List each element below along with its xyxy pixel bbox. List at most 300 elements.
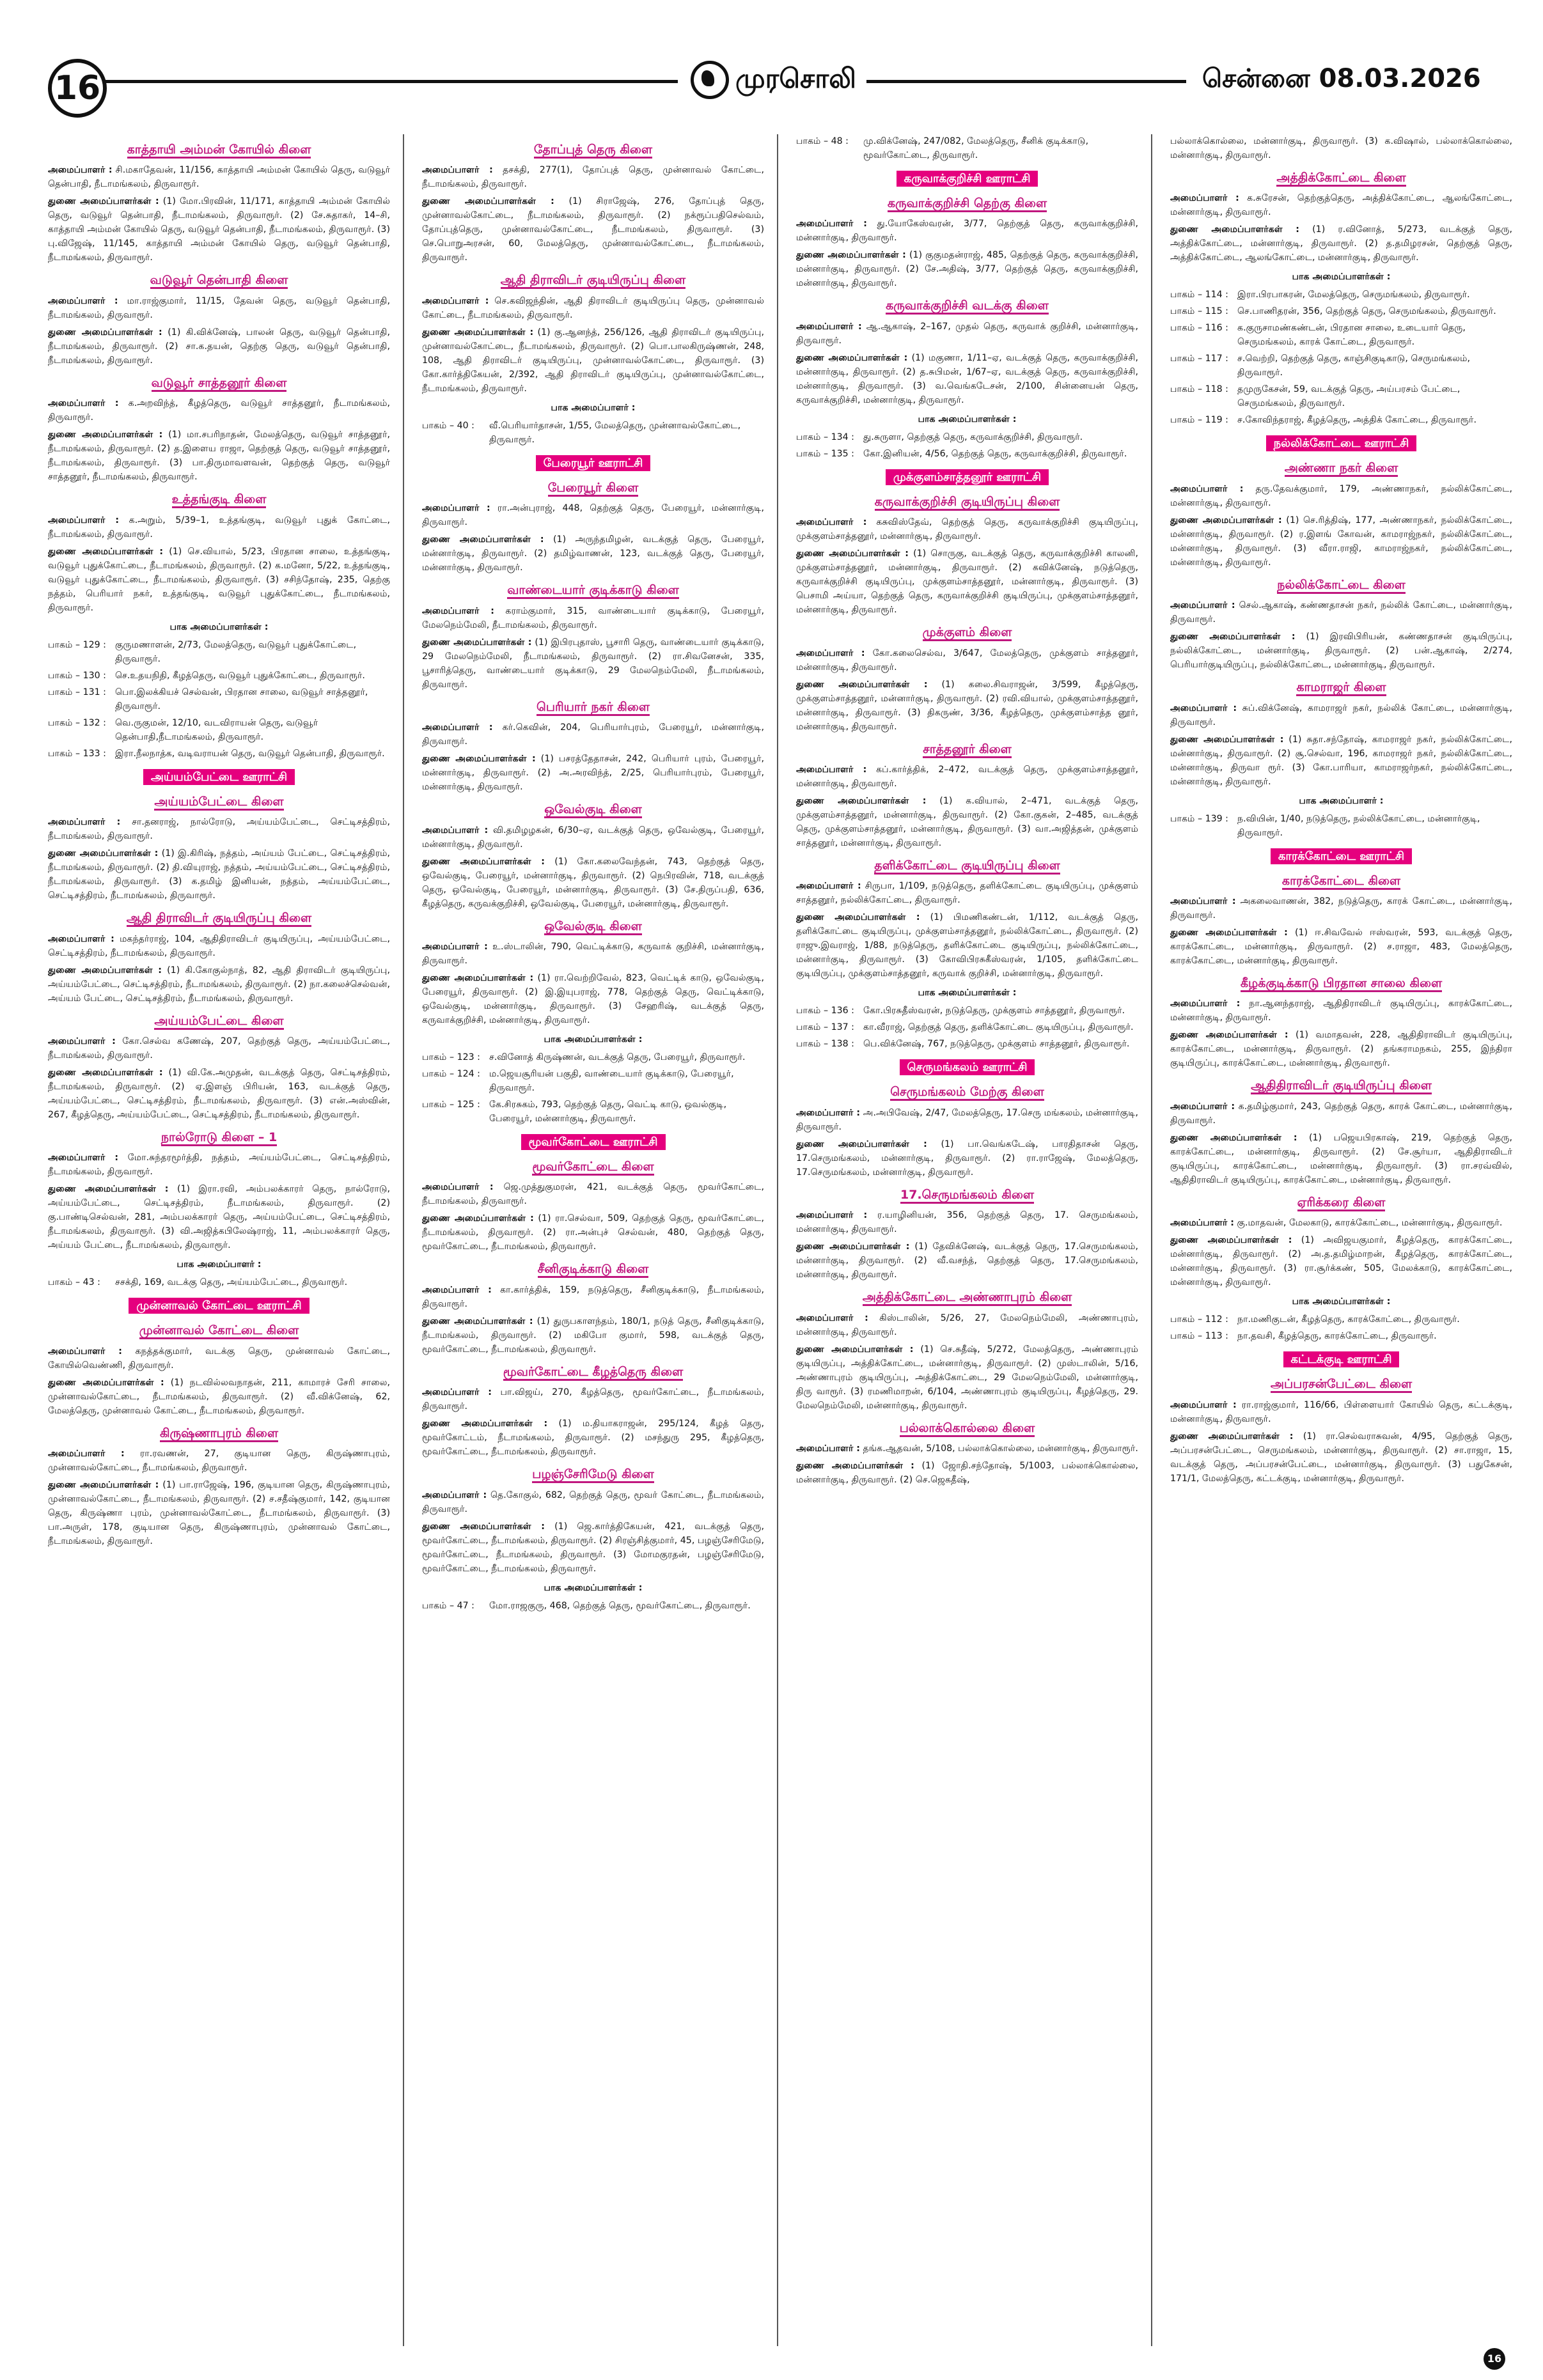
entry-text: ரா.ரவணன், 27, குடியான தெரு, கிருஷ்ணாபுரம், முன்னாவல்கோட்டை, நீடாமங்கலம், திருவாரூர்.	[48, 1449, 390, 1474]
entry-text: கராம்குமார், 315, வாண்டையார் குடிக்காடு, பேரையூர், மேலநெம்மேலி, நீடாமங்கலம், திருவாரூர்.	[422, 605, 764, 630]
booth-number: பாகம் – 43 :	[48, 1277, 100, 1288]
branch-heading-text: பல்லாக்கொல்லை கிளை	[900, 1421, 1035, 1437]
branch-heading	[796, 740, 1138, 759]
panchayat-banner	[796, 469, 1138, 486]
panchayat-banner	[796, 170, 1138, 188]
branch-heading-text: பேரையூர் கிளை	[548, 481, 639, 497]
entry-paragraph	[422, 1180, 764, 1208]
entry-role-label: துணை அமைப்பாளர்கள் :	[422, 327, 534, 338]
entry-role-label: துணை அமைப்பாளர்கள் :	[796, 250, 906, 261]
branch-heading	[796, 857, 1138, 875]
entry-text: (1) அவிஜயகுமார், கீழத்தெரு, காரக்கோட்டை, மன்னார்குடி, திருவாரூர். (2) அ.த.தமிழ்மாறன், கீழத்தெரு, காரக்கோட்டை, மன்னார்குடி, திருவாரூர். (3) ரா.சூர்க்கண், 505, மேலக்காடு, காரக்கோட்டை, மன்னார்குடி, திருவாரூர்.	[1170, 1235, 1512, 1288]
booth-organisers-heading: பாக அமைப்பாளர் :	[1299, 795, 1384, 806]
branch-heading-text: தளிக்கோட்டை குடியிருப்பு கிளை	[874, 859, 1060, 875]
entry-role-label: துணை அமைப்பாளர்கள் :	[48, 848, 159, 859]
entry-role-label: துணை அமைப்பாளர்கள் :	[48, 1377, 164, 1388]
entry-paragraph	[422, 940, 764, 968]
entry-paragraph	[1170, 997, 1512, 1025]
entry-role-label: துணை அமைப்பாளர்கள் :	[422, 1419, 548, 1429]
entry-text: (1) பசரத்தேதாசன், 242, பெரியார் புரம், பேரையூர், மன்னார்குடி, திருவாரூர். (2) அ.அரவிந்த், 2/25, பெரியார்புரம், பேரையூர், மன்னார்குடி, திருவாரூர்.	[422, 754, 764, 793]
entry-paragraph	[1170, 1100, 1512, 1128]
panchayat-banner	[422, 1133, 764, 1151]
entry-paragraph	[422, 752, 764, 794]
entry-text: (1) பா.ராஜேஷ், 196, குடியான தெரு, கிருஷ்ணாபுரம், முன்னாவல்கோட்டை, நீடாமங்கலம், திருவாரூர். (2) ச.சதீஷ்குமார், 142, குடியான தெரு, கிருஷ்ணா புரம், முன்னாவல்கோட்டை, நீடாமங்கலம், திருவாரூர். (3) பா.அருள், 178, குடியான தெரு, கிருஷ்ணாபுரம், முன்னாவல் கோட்டை, நீடாமங்கலம், திருவாரூர்.	[48, 1480, 390, 1547]
entry-role-label: அமைப்பாளர் :	[422, 941, 488, 952]
entry-paragraph	[1170, 1429, 1512, 1486]
entry-paragraph	[422, 823, 764, 852]
entry-paragraph	[48, 325, 390, 368]
entry-paragraph	[1170, 513, 1512, 570]
entry-paragraph	[796, 1442, 1138, 1456]
entry-role-label: துணை அமைப்பாளர்கள் :	[1170, 1132, 1297, 1143]
branch-heading	[422, 141, 764, 159]
branch-heading	[48, 490, 390, 509]
booth-organiser: ச.வினோத் கிருஷ்ணன், வடக்குத் தெரு, பேரையூர், திருவாரூர்.	[489, 1052, 746, 1062]
booth-number: பாகம் – 119 :	[1170, 415, 1228, 426]
booth-entry	[1170, 352, 1512, 380]
entry-role-label: அமைப்பாளர் :	[422, 825, 489, 836]
entry-role-label: துணை அமைப்பாளர்கள் :	[796, 1241, 910, 1252]
entry-role-label: துணை அமைப்பாளர்கள் :	[796, 1461, 914, 1472]
entry-role-label: அமைப்பாளர் :	[48, 1346, 122, 1357]
entry-role-label: அமைப்பாளர் :	[422, 165, 493, 176]
entry-paragraph	[796, 1208, 1138, 1236]
entry-text: (1) துருபகாளந்தம், 180/1, நடுத் தெரு, சீனிகுடிக்காடு, நீடாமங்கலம், திருவாரூர். (2) மகிபோ குமார், 598, வடக்குத் தெரு, மூவர்கோட்டை, நீடாமங்கலம், திருவாரூர்.	[422, 1316, 764, 1355]
entry-role-label: அமைப்பாளர் :	[1170, 999, 1241, 1009]
entry-paragraph	[1170, 191, 1512, 219]
column-2	[422, 134, 764, 2359]
entry-text: (1) பா.வெங்கடேஷ், பாரதிதாசன் தெரு, 17.செருமங்கலம், மன்னார்குடி, திருவாரூர். (2) ரா.ராஜேஷ், மேலத்தெரு, 17.செருமங்கலம், மன்னார்குடி, திருவாரூர்.	[796, 1139, 1138, 1178]
entry-paragraph	[796, 547, 1138, 617]
entry-paragraph	[796, 217, 1138, 245]
entry-role-label: அமைப்பாளர் :	[796, 881, 861, 892]
entry-text: (1) கலை.சிவராஜன், 3/599, கீழத்தெரு, முக்குளம்சாத்தனூர், மன்னார்குடி, திருவாரூர். (2) ரவி.வியால், முக்குளம்சாத்தனூர், மன்னார்குடி, திருவாரூர். (3) திகருண், 3/36, கீழத்தெரு, முக்குளம்சாத்த னூர், மன்னார்குடி, திருவாரூர்.	[796, 679, 1138, 732]
entry-text: மோ.சுந்தரமூர்த்தி, நத்தம், அய்யம்பேட்டை, செட்டிசத்திரம், நீடாமங்கலம், திருவாரூர்.	[48, 1153, 390, 1178]
entry-paragraph	[422, 720, 764, 749]
branch-heading	[1170, 169, 1512, 187]
entry-paragraph	[422, 1520, 764, 1576]
entry-text: கா.கார்த்திக், 159, நடுத்தெரு, சீனிகுடிக்காடு, நீடாமங்கலம், திருவாரூர்.	[422, 1284, 764, 1309]
entry-paragraph	[422, 1314, 764, 1357]
branch-heading-text: செருமங்கலம் மேற்கு கிளை	[890, 1085, 1044, 1101]
entry-text: அ.அபிவேஷ், 2/47, மேலத்தெரு, 17.செரு மங்கலம், மன்னார்குடி, திருவாரூர்.	[796, 1107, 1138, 1132]
entry-paragraph	[422, 604, 764, 632]
entry-role-label: அமைப்பாளர் :	[422, 1489, 487, 1500]
entry-text: பல்லாக்கொல்லை, மன்னார்குடி, திருவாரூர். (3) க.விஷால், பல்லாக்கொல்லை, மன்னார்குடி, திருவாரூர்.	[1170, 136, 1512, 160]
booth-organiser: ச.வெற்றி, தெற்குத் தெரு, காஞ்சிகுடிகாடு, செருமங்கலம், திருவாரூர்.	[1237, 354, 1471, 378]
entry-paragraph	[796, 515, 1138, 543]
entry-text: கிஸ்டாலின், 5/26, 27, மேலநெம்மேலி, அண்ணாபுரம், மன்னார்குடி, திருவாரூர்.	[796, 1312, 1138, 1337]
booth-number: பாகம் – 131 :	[48, 687, 106, 697]
entry-paragraph	[422, 325, 764, 396]
panchayat-banner	[48, 768, 390, 786]
entry-role-label: அமைப்பாளர் :	[422, 1284, 492, 1295]
branch-heading	[422, 479, 764, 497]
booth-entry	[796, 1037, 1138, 1051]
entry-role-label: அமைப்பாளர் :	[796, 517, 867, 528]
entry-text: (1) கோ.கலைவேந்தன், 743, தெற்குத் தெரு, ஒவேல்குடி, பேரையூர், மன்னார்குடி, திருவாரூர். (2) நெபிரவின், 718, வடக்குத் தெரு, ஒவேல்குடி, பேரையூர், மன்னார்குடி, திருவாரூர். (3) சே.திருப்பதி, 636, கீழத்தெரு, கருவக்குறிச்சி, ஒவேல்குடி, பேரையூர், மன்னார்குடி, திருவாரூர்.	[422, 856, 764, 909]
entry-text: கநத்தக்குமார், வடக்கு தெரு, முன்னாவல் கோட்டை, கோயில்வெண்ணி, திருவாரூர்.	[48, 1346, 390, 1371]
panchayat-banner	[1170, 1351, 1512, 1369]
masthead	[691, 61, 856, 99]
entry-paragraph	[48, 513, 390, 541]
booth-number: பாகம் – 112 :	[1170, 1314, 1228, 1325]
entry-role-label: அமைப்பாளர் :	[48, 933, 114, 944]
booth-entry	[796, 430, 1138, 444]
entry-text: (1) செ.வியால், 5/23, பிரதான சாலை, உத்தங்குடி, வடுவூர் புதுக்கோட்டை, நீடாமங்கலம், திருவாரூர். (2) க.மனோ, 5/22, உத்தங்குடி, வடுவூர் புதுக்கோட்டை, நீடாமங்கலம், திருவாரூர். (3) சசிந்தோஷ், 235, தெற்கு நத்தம், பெரியார் நகர், உத்தங்குடி, வடுவூர் புதுக்கோட்டை, நீடாமங்கலம், திருவாரூர்.	[48, 546, 390, 613]
branch-heading-text: அண்ணா நகர் கிளை	[1285, 461, 1398, 477]
entry-role-label: துணை அமைப்பாளர்கள் :	[1170, 1235, 1292, 1246]
booth-organiser: ம.ஜெயசூரியன் பகுதி, வாண்டையார் குடிக்காடு, பேரையூர், திருவாரூர்.	[489, 1068, 734, 1093]
branch-heading-text: கிருஷ்ணாபுரம் கிளை	[160, 1426, 278, 1442]
booth-number: பாகம் – 115 :	[1170, 306, 1228, 317]
entry-text: உ.ஸ்டாலின், 790, வெட்டிக்காடு, கருவாக் குறிச்சி, மன்னார்குடி, திருவாரூர்.	[422, 941, 764, 966]
entry-role-label: அமைப்பாளர் :	[1170, 703, 1237, 713]
entry-paragraph	[48, 1447, 390, 1475]
column-3	[796, 134, 1138, 2359]
entry-paragraph	[796, 351, 1138, 407]
branch-heading-text: சாத்தனூர் கிளை	[923, 742, 1012, 758]
branch-heading-text: அப்பரசன்பேட்டை கிளை	[1271, 1377, 1412, 1393]
booth-number: பாகம் – 123 :	[422, 1052, 480, 1062]
entry-role-label: அமைப்பாளர் :	[422, 1182, 494, 1193]
branch-heading-text: 17.செருமங்கலம் கிளை	[900, 1188, 1034, 1204]
booth-number: பாகம் – 134 :	[796, 432, 854, 442]
entry-paragraph	[422, 1385, 764, 1413]
branch-heading	[48, 1321, 390, 1340]
booth-number: பாகம் – 118 :	[1170, 384, 1228, 395]
panchayat-banner-text: மூவர்கோட்டை ஊராட்சி	[521, 1134, 666, 1150]
panchayat-banner-text: அய்யம்பேட்டை ஊராட்சி	[143, 769, 295, 785]
entry-text: கு.மாதவன், மேலகாடு, காரக்கோட்டை, மன்னார்குடி, திருவாரூர்.	[1234, 1218, 1503, 1229]
branch-heading-text: ஆதிதிராவிடர் குடியிருப்பு கிளை	[1251, 1078, 1432, 1094]
entry-role-label: துணை அமைப்பாளர்கள் :	[796, 679, 928, 690]
entry-role-label: அமைப்பாளர் :	[48, 398, 119, 409]
entry-paragraph	[796, 320, 1138, 348]
entry-role-label: துணை அமைப்பாளர்கள் :	[422, 754, 536, 765]
panchayat-banner-text: முக்குளம்சாத்தனூர் ஊராட்சி	[886, 469, 1049, 485]
entry-text: (1) ஜோதி.சந்தோஷ், 5/1003, பல்லாக்கொல்லை, மன்னார்குடி, திருவாரூர். (2) செ.ஜெகதீஷ்,	[796, 1461, 1138, 1486]
entry-role-label: துணை அமைப்பாளர்கள் :	[796, 548, 909, 559]
booth-entry	[1170, 382, 1512, 410]
branch-heading-text: வாண்டையார் குடிக்காடு கிளை	[507, 583, 679, 599]
panchayat-banner-text: செருமங்கலம் ஊராட்சி	[900, 1059, 1035, 1075]
entry-text: (1) ரா.செல்வா, 509, தெற்குத் தெரு, மூவர்கோட்டை, நீடாமங்கலம், திருவாரூர். (2) ரா.அன்புச் செல்வன், 480, தெற்குத் தெரு, மூவர்கோட்டை, நீடாமங்கலம், திருவாரூர்.	[422, 1213, 764, 1252]
entry-text: (1) ர.வினோத், 5/273, வடக்குத் தெரு, அத்திக்கோட்டை, மன்னார்குடி, திருவாரூர். (2) த.தமிழரசன், தெற்குத் தெரு, அத்திக்கோட்டை, ஆலங்கோட்டை, மன்னார்குடி, திருவாரூர்.	[1170, 224, 1512, 263]
branch-heading-text: அய்யம்பேட்டை கிளை	[154, 795, 283, 811]
entry-text: வி.தமிழழகன், 6/30–ஏ, வடக்குத் தெரு, ஒவேல்குடி, பேரையூர், மன்னார்குடி, திருவாரூர்.	[422, 825, 764, 850]
branch-heading-text: காரக்கோட்டை கிளை	[1282, 874, 1400, 890]
entry-paragraph	[796, 1240, 1138, 1282]
entry-role-label: அமைப்பாளர் :	[48, 1036, 116, 1046]
branch-heading-text: அய்யம்பேட்டை கிளை	[154, 1014, 283, 1030]
entry-paragraph	[48, 294, 390, 322]
branch-heading-text: முன்னாவல் கோட்டை கிளை	[139, 1323, 299, 1339]
entry-text: (1) குகுமதன்ராஜ், 485, தெற்குத் தெரு, கருவாக்குறிச்சி, மன்னார்குடி, திருவாரூர். (2) சே.அதிஷ், 3/77, தெற்குத் தெரு, கருவாக்குறிச்சி, மன்னார்குடி, திருவாரூர்.	[796, 250, 1138, 289]
entry-role-label: துணை அமைப்பாளர்கள் :	[1170, 632, 1296, 642]
entry-paragraph	[48, 846, 390, 903]
panchayat-banner-text: நல்லிக்கோட்டை ஊராட்சி	[1266, 435, 1417, 451]
entry-role-label: துணை அமைப்பாளர்கள் :	[796, 1344, 914, 1355]
booth-entry	[48, 1275, 390, 1289]
newspaper-logo-icon	[691, 61, 729, 99]
entry-paragraph	[796, 794, 1138, 850]
entry-paragraph	[796, 910, 1138, 981]
entry-paragraph	[796, 1342, 1138, 1413]
booth-organiser: மு.விக்னேஷ், 247/082, மேலத்தெரு, சீனிக் குடிக்காடு, மூவர்கோட்டை, திருவாரூர்.	[863, 136, 1089, 160]
entry-paragraph	[796, 879, 1138, 907]
entry-paragraph	[422, 501, 764, 529]
branch-heading-text: அத்திக்கோட்டை அண்ணாபுரம் கிளை	[863, 1290, 1072, 1306]
entry-text: க.அறும், 5/39–1, உத்தங்குடி, வடுவூர் புதுக் கோட்டை, நீடாமங்கலம், திருவாரூர்.	[48, 515, 390, 540]
entry-role-label: துணை அமைப்பாளர்கள் :	[422, 972, 534, 983]
entry-text: ஆ.ஆகாஷ், 2–167, முதல் தெரு, கருவாக் குறிச்சி, மன்னார்குடி, திருவாரூர்.	[796, 321, 1138, 346]
entry-paragraph	[48, 1478, 390, 1548]
booth-number: பாகம் – 114 :	[1170, 290, 1228, 300]
entry-text: (1) மோ.பிரவின், 11/171, காத்தாயி அம்மன் கோயில் தெரு, வடுவூர் தென்பாதி, நீடாமங்கலம், திருவாரூர். (2) சே.சுதாகர், 14–சி, காத்தாயி அம்மன் கோயில் தெரு, வடுவூர் தென்பாதி, நீடாமங்கலம், திருவாரூர். (3) பு.விஜேஷ், 11/145, காத்தாயி அம்மன் கோயில் தெரு, வடுவூர் தென்பாதி, நீடாமங்கலம், திருவாரூர்.	[48, 196, 390, 263]
entry-paragraph	[1170, 482, 1512, 510]
branch-heading-text: ஒவேல்குடி கிளை	[544, 919, 642, 935]
entry-role-label: துணை அமைப்பாளர்கள் :	[1170, 515, 1282, 525]
booth-entry	[422, 1067, 764, 1095]
booth-entry	[422, 1599, 764, 1613]
booth-number: பாகம் – 129 :	[48, 639, 106, 650]
entry-role-label: துணை அமைப்பாளர்கள் :	[422, 1521, 545, 1532]
header-rule-right	[866, 80, 1186, 83]
entry-paragraph	[796, 248, 1138, 290]
entry-role-label: அமைப்பாளர் :	[48, 165, 113, 176]
entry-role-label: துணை அமைப்பாளர்கள் :	[422, 637, 532, 648]
entry-paragraph	[48, 396, 390, 424]
entry-text: மா.ராஜ்குமார், 11/15, தேவன் தெரு, வடுவூர் தென்பாதி, நீடாமங்கலம், திருவாரூர்.	[48, 295, 390, 320]
entry-text: (1) சொருகு, வடக்குத் தெரு, கருவாக்குறிச்சி காலனி, முக்குளம்சாத்தனூர், மன்னார்குடி, திருவாரூர். (2) கவிக்னேஷ், நடுத்தெரு, கருவாக்குறிச்சி குடியிருப்பு, முக்குளம்சாத்தனூர், மன்னார்குடி, திருவாரூர். (3) பெசாமி அய்யா, தெற்குத் தெரு, கருவாக்குறிச்சி குடியிருப்பு, முக்குளம்சாத்தனூர், மன்னார்குடி, திருவாரூர்.	[796, 548, 1138, 616]
branch-heading	[796, 297, 1138, 315]
entry-text: தெ.கோகுல், 682, தெற்குத் தெரு, மூவர் கோட்டை, நீடாமங்கலம், திருவாரூர்.	[422, 1489, 764, 1514]
entry-text: கப்.கார்த்திக், 2–472, வடக்குத் தெரு, முக்குளம்சாத்தனூர், மன்னார்குடி, திருவாரூர்.	[796, 764, 1138, 789]
entry-paragraph	[1170, 1028, 1512, 1070]
booth-organiser: இரா.பிரபாகரன், மேலத்தெரு, செருமங்கலம், திருவாரூர்.	[1237, 290, 1470, 300]
booth-organiser: கா.வீராஜ், தெற்குத் தெரு, தளிக்கோட்டை குடியிருப்பு, திருவாரூர்.	[863, 1022, 1134, 1033]
entry-paragraph	[48, 932, 390, 960]
entry-text: ஜெ.முத்துகுமரன், 421, வடக்குத் தெரு, மூவர்கோட்டை, நீடாமங்கலம், திருவாரூர்.	[422, 1182, 764, 1207]
entry-role-label: துணை அமைப்பாளர்கள் :	[422, 856, 545, 867]
panchayat-banner-text: கட்டக்குடி ஊராட்சி	[1283, 1351, 1400, 1367]
entry-paragraph	[1170, 701, 1512, 729]
booth-organiser: வெ.ருகுமன், 12/10, வடவிராயன் தெரு, வடுவூர் தென்பாதி,நீடாமங்கலம், திருவாரூர்.	[115, 717, 318, 742]
entry-role-label: துணை அமைப்பாளர்கள் :	[1170, 1030, 1288, 1041]
panchayat-banner	[48, 1297, 390, 1315]
branch-heading	[422, 800, 764, 819]
entry-text: அகலைவாணன், 382, நடுத்தெரு, காரக் கோட்டை, மன்னார்குடி, திருவாரூர்.	[1170, 896, 1512, 921]
entry-text: செ.கவிஜந்தின், ஆதி திராவிடர் குடியிருப்பு தெரு, முன்னாவல் கோட்டை, நீடாமங்கலம், திருவாரூர்.	[422, 295, 764, 320]
column-4	[1170, 134, 1512, 2359]
booth-organiser: து.சுருளா, தெற்குத் தெரு, கருவாக்குறிச்சி, திருவாரூர்.	[863, 432, 1083, 442]
booth-entry	[1170, 812, 1512, 840]
branch-heading	[48, 909, 390, 928]
booth-organiser: நா.மணிகுடன், கீழத்தெரு, காரக்கோட்டை, திருவாரூர்.	[1237, 1314, 1460, 1325]
entry-text: (1) செ.ரித்திஷ், 177, அண்ணாநகர், நல்லிக்கோட்டை, மன்னார்குடி, திருவாரூர். (2) ர.இளங் கோவன், காமராஜ்நகர், நல்லிக்கோட்டை, மன்னார்குடி, திருவாரூர். (3) வீரா.ராஜி, காமராஜ்நகர், நல்லிக்கோட்டை, மன்னார்குடி, திருவாரூர்.	[1170, 515, 1512, 568]
entry-paragraph	[48, 1034, 390, 1062]
booth-entry	[48, 716, 390, 744]
branch-heading-text: ஆதி திராவிடர் குடியிருப்பு கிளை	[501, 273, 685, 289]
entry-role-label: அமைப்பாளர் :	[48, 1153, 119, 1163]
entry-text: (1) க.வியால், 2–471, வடக்குத் தெரு, முக்குளம்சாத்தனூர், மன்னார்குடி, திருவாரூர். (2) கோ.குகன், 2–485, வடக்குத் தெரு, முக்குளம்சாத்தனூர், மன்னார்குடி, திருவாரூர். (3) வா.அஜித்தன், முக்குளம் சாத்தனூர், மன்னார்குடி, திருவாரூர்.	[796, 795, 1138, 848]
entry-text: (1) தேவிக்னேஷ், வடக்குத் தெரு, 17.செருமங்கலம், மன்னார்குடி, திருவாரூர். (2) வீ.வசந்த், தெற்குத் தெரு, 17.செருமங்கலம், மன்னார்குடி, திருவாரூர்.	[796, 1241, 1138, 1280]
entry-paragraph	[796, 646, 1138, 674]
booth-organiser: பெ.விக்னேஷ், 767, நடுத்தெரு, முக்குளம் சாத்தனூர், திருவாரூர்.	[863, 1039, 1130, 1050]
entry-paragraph	[48, 1066, 390, 1122]
entry-role-label: அமைப்பாளர் :	[422, 295, 489, 306]
entry-text: (1) கி.கோகுல்நாத், 82, ஆதி திராவிடர் குடியிருப்பு, அய்யம்பேட்டை, செட்டிசத்திரம், நீடாமங்கலம், திருவாரூர். (2) நா.கலைச்செல்வன், அய்யம் பேட்டை, செட்டிசத்திரம், நீடாமங்கலம், திருவாரூர்.	[48, 965, 390, 1004]
entry-role-label: துணை அமைப்பாளர்கள் :	[796, 1139, 927, 1149]
entry-text: (1) இரவிபிரியன், கண்ணதாசன் குடியிருப்பு, நல்லிக்கோட்டை, மன்னார்குடி, திருவாரூர். (2) பன்.ஆகாஷ், 2/274, பெரியார்குடியிருப்பு, நல்லிக்கோட்டை, மன்னார்குடி, திருவாரூர்.	[1170, 632, 1512, 671]
branch-heading-text: சீனிகுடிக்காடு கிளை	[538, 1262, 649, 1278]
entry-paragraph	[48, 1182, 390, 1252]
entry-role-label: துணை அமைப்பாளர்கள் :	[422, 534, 544, 545]
branch-heading	[48, 374, 390, 393]
entry-text: கோ.கலைசெல்வ, 3/647, மேலத்தெரு, முக்குளம் சாத்தனூர், மன்னார்குடி, திருவாரூர்.	[796, 648, 1138, 673]
branch-heading	[422, 698, 764, 717]
entry-role-label: அமைப்பாளர் :	[796, 1107, 861, 1118]
entry-role-label: அமைப்பாளர் :	[422, 722, 493, 733]
entry-text: (1) இபிரபுதாஸ், பூசாரி தெரு, வாண்டையார் குடிக்காடு, 29 மேலநெம்மேலி, நீடாமங்கலம், திருவாரூர். (2) ரா.சிவனேசன், 335, பூசாரித்தெரு, வாண்டையார் குடிக்காடு, 29 மேலநெம்மேலி, நீடாமங்கலம், திருவாரூர்.	[422, 637, 764, 690]
branch-heading	[422, 581, 764, 600]
entry-text: (1) கி.விக்னேஷ், பாலன் தெரு, வடுவூர் தென்பாதி, நீடாமங்கலம், திருவாரூர். (2) சா.க.தயன், தெற்கு தெரு, வடுவூர் தென்பாதி, நீடாமங்கலம், திருவாரூர்.	[48, 327, 390, 366]
entry-role-label: அமைப்பாளர் :	[422, 503, 490, 514]
entry-paragraph	[1170, 630, 1512, 672]
entry-paragraph	[1170, 1398, 1512, 1426]
branch-heading-text: ஒவேல்குடி கிளை	[544, 802, 642, 818]
booth-entry	[48, 669, 390, 683]
entry-text: (1) அருந்தமிழன், வடக்குத் தெரு, பேரையூர், மன்னார்குடி, திருவாரூர். (2) தமிழ்வாணன், 123, வடக்குத் தெரு, பேரையூர், மன்னார்குடி, திருவாரூர்.	[422, 534, 764, 573]
entry-role-label: அமைப்பாளர் :	[1170, 600, 1235, 611]
entry-paragraph	[422, 533, 764, 575]
branch-heading-text: பழஞ்சேரிமேடு கிளை	[532, 1467, 654, 1483]
branch-heading	[796, 1186, 1138, 1204]
branch-heading-text: காமராஜர் கிளை	[1296, 680, 1386, 696]
entry-role-label: துணை அமைப்பாளர்கள் :	[48, 196, 159, 207]
entry-paragraph	[422, 1417, 764, 1459]
entry-text: து.யோகேஸ்வரன், 3/77, தெற்குத் தெரு, கருவாக்குறிச்சி, மன்னார்குடி, திருவாரூர்.	[796, 219, 1138, 244]
entry-role-label: அமைப்பாளர் :	[422, 605, 494, 616]
entry-role-label: துணை அமைப்பாளர்கள் :	[422, 1316, 533, 1326]
panchayat-banner-text: கருவாக்குறிச்சி ஊராட்சி	[897, 171, 1038, 187]
branch-heading-text: உத்தங்குடி கிளை	[172, 492, 267, 508]
panchayat-banner	[1170, 435, 1512, 453]
booth-organisers-heading: பாக அமைப்பாளர் :	[551, 402, 636, 413]
entry-role-label: அமைப்பாளர் :	[48, 295, 118, 306]
branch-heading	[796, 1288, 1138, 1307]
branch-heading	[422, 917, 764, 936]
panchayat-banner	[796, 1059, 1138, 1077]
booth-organiser: இரா.நீலநாத்க, வடிவராயன் தெரு, வடுவூர் தென்பாதி, திருவாரூர்.	[115, 748, 385, 759]
booth-entry	[796, 1004, 1138, 1018]
entry-text: (1) இ.கிரிஷ், நத்தம், அய்யம் பேட்டை, செட்டிசத்திரம், நீடாமங்கலம், திருவாரூர். (2) தி.வியுராஜ், நத்தம், அய்யம்பேட்டை, செட்டிசத்திரம், நீடாமங்கலம், திருவாரூர். (3) க.தமிழ் இனியன், நத்தம், அய்யம்பேட்டை, செட்டிசத்திரம், நீடாமங்கலம், திருவாரூர்.	[48, 848, 390, 901]
entry-role-label: அமைப்பாளர் :	[796, 1443, 860, 1454]
booth-entry	[796, 1020, 1138, 1034]
entry-text: (1) பிமணிகண்டன், 1/112, வடக்குத் தெரு, தளிக்கோட்டை குடியிருப்பு, முக்குளம்சாத்தனூர், நல்லிக்கோட்டை, திருவாரூர். (2) ராஜு.இவராஜ், 1/88, நடுத்தெரு, தளிக்கோட்டை குடியிருப்பு, நல்லிக்கோட்டை, மன்னார்குடி, திருவாரூர். (3) கோவிபிரசுகீஸ்வரன், 1/105, தளிக்கோட்டை குடியிருப்பு, முக்குளம்சாத்தனூர், கருவாக் குறிச்சி, மன்னார்குடி, திருவாரூர்.	[796, 912, 1138, 979]
booth-entry	[422, 1098, 764, 1126]
booth-organiser: வீ.பெரியார்தாசன், 1/55, மேலத்தெரு, முன்னாவல்கோட்டை, திருவாரூர்.	[489, 420, 741, 445]
entry-role-label: துணை அமைப்பாளர்கள் :	[48, 430, 163, 440]
footer-page-number: 16	[1484, 2348, 1505, 2370]
entry-role-label: துணை அமைப்பாளர்கள் :	[1170, 224, 1299, 235]
masthead-title: முரசொலி	[735, 62, 856, 94]
booth-organiser: குருமணாளன், 2/73, மேலத்தெரு, வடுவூர் புதுக்கோட்டை, திருவாரூர்.	[115, 639, 357, 664]
panchayat-banner	[422, 455, 764, 472]
branch-heading-text: தோப்புத் தெரு கிளை	[534, 143, 652, 159]
entry-text: (1) சுதா.சந்தோஷ், காமராஜர் நகர், நல்லிக்கோட்டை, மன்னார்குடி, திருவாரூர். (2) சூ.செல்வா, 196, காமராஜர் நகர், நல்லிக்கோட்டை, மன்னார்குடி, திருவா ரூர். (3) கோ.பாரியா, காமராஜர்நகர், நல்லிக்கோட்டை, மன்னார்குடி, திருவாரூர்.	[1170, 734, 1512, 787]
entry-text: பா.விஜய், 270, கீழத்தெரு, மூவர்கோட்டை, நீடாமங்கலம், திருவாரூர்.	[422, 1387, 764, 1412]
entry-role-label: அமைப்பாளர் :	[796, 1312, 868, 1323]
entry-paragraph	[48, 428, 390, 484]
branch-heading	[48, 141, 390, 159]
entry-role-label: துணை அமைப்பாளர்கள் :	[1170, 734, 1284, 745]
booth-entry	[48, 685, 390, 713]
branch-heading-text: கீழக்குடிக்காடு பிரதான சாலை கிளை	[1241, 976, 1442, 992]
branch-heading	[422, 1465, 764, 1484]
entry-role-label: அமைப்பாளர் :	[1170, 193, 1239, 204]
entry-paragraph	[796, 1137, 1138, 1179]
entry-role-label: அமைப்பாளர் :	[796, 648, 865, 658]
entry-paragraph	[422, 635, 764, 692]
booth-number: பாகம் – 48 :	[796, 136, 849, 146]
branch-heading	[796, 1083, 1138, 1101]
booth-entry	[422, 419, 764, 447]
panchayat-banner-text: முன்னாவல் கோட்டை ஊராட்சி	[129, 1298, 309, 1314]
entry-text: கோ.செல்வ கணேஷ், 207, தெற்குத் தெரு, அய்யம்பேட்டை, நீடாமங்கலம், திருவாரூர்.	[48, 1036, 390, 1061]
branch-heading	[796, 623, 1138, 642]
entry-paragraph	[1170, 733, 1512, 789]
booth-entry	[48, 747, 390, 761]
branch-heading	[422, 1363, 764, 1381]
entry-paragraph	[796, 1106, 1138, 1134]
entry-paragraph	[422, 1488, 764, 1516]
entry-text: சுப்.விக்னேஷ், காமராஜர் நகர், நல்லிக் கோட்டை, மன்னார்குடி, திருவாரூர்.	[1170, 703, 1512, 727]
branch-heading	[796, 194, 1138, 213]
column-1	[48, 134, 390, 2359]
booth-entry	[422, 1050, 764, 1064]
entry-text: (1) ம.தியாகராஜன், 295/124, கீழத் தெரு, மூவர்கோட்டம், நீடாமங்கலம், திருவாரூர். (2) மசந்துரு 295, கீழத்தெரு, மூவர்கோட்டை, நீடாமங்கலம், திருவாரூர்.	[422, 1419, 764, 1458]
booth-organisers-heading: பாக அமைப்பாளர்கள் :	[544, 1582, 643, 1593]
entry-role-label: அமைப்பாளர் :	[48, 515, 120, 525]
branch-heading	[422, 271, 764, 290]
entry-text: செல்.ஆகாஷ், கண்ணதாசன் நகர், நல்லிக் கோட்டை, மன்னார்குடி, திருவாரூர்.	[1170, 600, 1512, 625]
entry-paragraph	[48, 1151, 390, 1179]
entry-text: (1) கு.ஆனந்த், 256/126, ஆதி திராவிடர் குடியிருப்பு, முன்னாவல்கோட்டை, நீடாமங்கலம், திருவாரூர். (2) பொ.பாலகிருஷ்ணன், 248, 108, ஆதி திராவிடர் குடியிருப்பு, முன்னாவல்கோட்டை, திருவாரூர். (3) கோ.கார்த்திகேயன், 2/392, ஆதி திராவிடர் குடியிருப்பு, முன்னாவல்கோட்டை, நீடாமங்கலம், திருவாரூர்.	[422, 327, 764, 394]
booth-entry	[1170, 413, 1512, 427]
entry-paragraph	[48, 545, 390, 615]
entry-paragraph	[48, 963, 390, 1006]
booth-organisers-heading: பாக அமைப்பாளர்கள் :	[918, 414, 1017, 424]
entry-text: (1) ஜெ.கார்த்திகேயன், 421, வடக்குத் தெரு, மூவர்கோட்டை, நீடாமங்கலம், திருவாரூர். (2) சிரஞ்சித்குமார், 45, பழஞ்சேரிமேடு, மூவர்கோட்டை, நீடாமங்கலம், திருவாரூர். (3) மோமகுரதன், பழஞ்சேரிமேடு, மூவர்கோட்டை, நீடாமங்கலம், திருவாரூர்.	[422, 1521, 764, 1574]
branch-heading	[48, 793, 390, 811]
branch-heading	[796, 1419, 1138, 1438]
entry-paragraph	[48, 1376, 390, 1418]
entry-text: க.அறவிந்த், கீழத்தெரு, வடுவூர் சாத்தனூர், நீடாமங்கலம், திருவாரூர்.	[48, 398, 390, 423]
page-header	[0, 0, 1543, 109]
booth-organiser: மோ.ராஜகுரு, 468, தெற்குத் தெரு, மூவர்கோட்டை, திருவாரூர்.	[489, 1600, 751, 1611]
booth-number: பாகம் – 135 :	[796, 448, 854, 459]
branch-heading-text: கருவாக்குறிச்சி தெற்கு கிளை	[888, 196, 1047, 212]
branch-heading	[1170, 1375, 1512, 1394]
entry-paragraph	[1170, 598, 1512, 626]
entry-text: கசுவிஸ்தேவ், தெற்குத் தெரு, கருவாக்குறிச்சி குடியிருப்பு, முக்குளம்சாத்தனூர், மன்னார்குடி, திருவாரூர்.	[796, 517, 1138, 542]
entry-role-label: துணை அமைப்பாளர்கள் :	[1170, 927, 1288, 938]
booth-number: பாகம் – 136 :	[796, 1006, 854, 1016]
column-divider	[1151, 134, 1152, 2346]
entry-text: ரா.ராஜ்குமார், 116/66, பிள்ளையார் கோயில் தெரு, கட்டக்குடி, மன்னார்குடி, திருவாரூர்.	[1170, 1399, 1512, 1424]
